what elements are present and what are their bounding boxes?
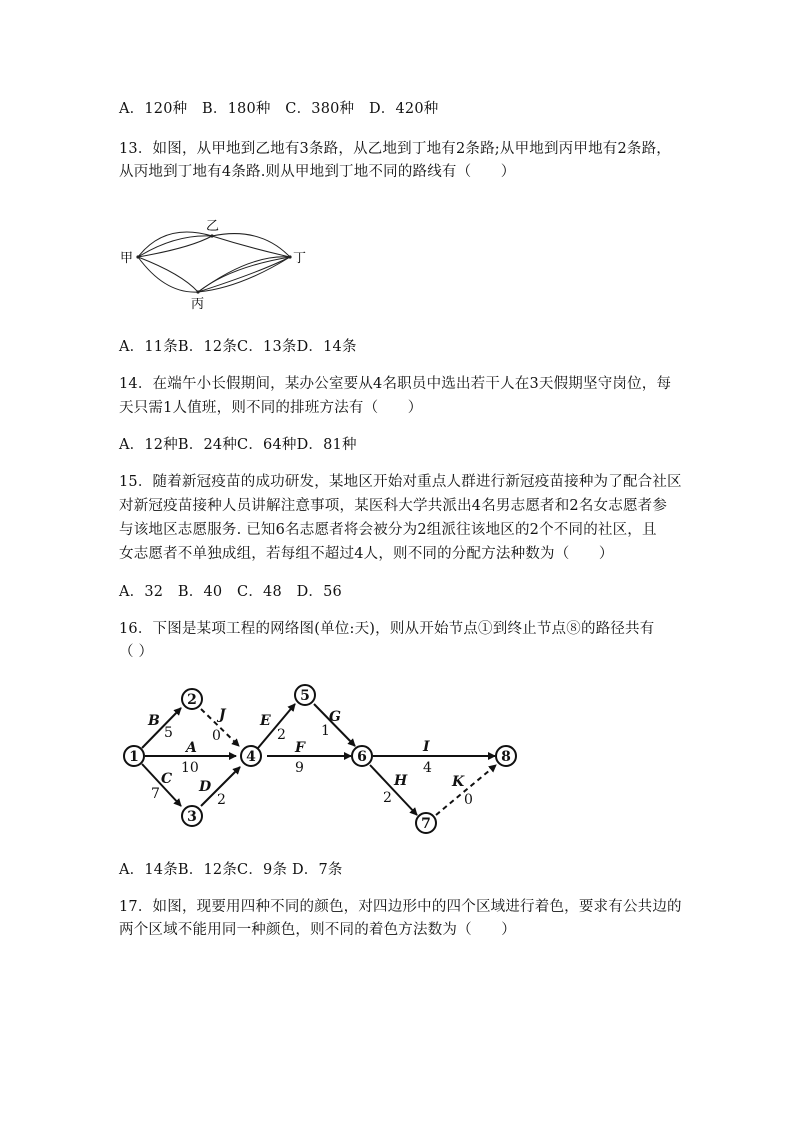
q15-text-line3: 与该地区志愿服务. 已知6名志愿者将会被分为2组派往该地区的2个不同的社区，且 [119,522,657,538]
road-c-d-4 [198,257,290,292]
place-label-b: 乙 [206,219,220,234]
q15-options: A．32 B．40 C．48 D．56 [119,584,342,600]
node-label-6: 6 [357,749,367,765]
road-a-b-2 [138,236,212,257]
edge-days-f: 9 [295,760,304,776]
edge-name-c: C [161,771,173,787]
q13-route-diagram [110,212,310,312]
edge-name-e: E [260,713,271,729]
q13-text-line1: 13．如图，从甲地到乙地有3条路，从乙地到丁地有2条路;从甲地到丙甲地有2条路， [119,141,672,157]
edge-days-h: 2 [383,790,392,806]
node-label-8: 8 [501,749,511,765]
road-a-b-3 [138,236,212,257]
place-label-a: 甲 [120,251,134,266]
edge-days-d: 2 [217,792,226,808]
edge-name-b: B [148,713,160,729]
place-label-c: 丙 [191,297,205,312]
node-label-5: 5 [300,688,310,704]
edge-name-k: K [452,774,465,790]
q14-options: A．12种B．24种C．64种D．81种 [119,437,357,453]
q13-options: A．11条B．12条C．13条D．14条 [119,339,357,355]
q15-text-line4: 女志愿者不单独成组，若每组不超过4人，则不同的分配方法种数为（ ） [119,546,614,562]
road-a-c-2 [138,257,198,292]
node-label-1: 1 [129,749,139,765]
q14-text-line1: 14．在端午小长假期间，某办公室要从4名职员中选出若干人在3天假期坚守岗位，每 [119,376,672,392]
edge-days-e: 2 [277,727,286,743]
road-c-d-1 [198,257,290,292]
road-b-d-1 [212,234,290,257]
edge-name-a: A [186,740,197,756]
edge-name-d: D [199,779,212,795]
place-label-d: 丁 [293,251,307,266]
q16-network-diagram [110,675,530,845]
road-a-c-1 [138,257,198,292]
q15-text-line2: 对新冠疫苗接种人员讲解注意事项，某医科大学共派出4名男志愿者和2名女志愿者参 [119,498,668,514]
node-label-7: 7 [421,816,431,832]
edge-name-j: J [219,707,226,723]
q16-text-line2: （ ） [119,644,154,660]
edge-days-i: 4 [423,760,432,776]
node-label-2: 2 [187,692,197,708]
edge-name-f: F [295,740,305,756]
edge-days-j: 0 [212,728,221,744]
q13-text-line2: 从丙地到丁地有4条路.则从甲地到丁地不同的路线有（ ） [119,164,516,180]
q16-text-line1: 16．下图是某项工程的网络图(单位:天)，则从开始节点①到终止节点⑧的路径共有 [119,621,655,637]
road-c-d-2 [198,257,290,292]
q12-options: A．120种 B．180种 C．380种 D．420种 [119,101,439,117]
q17-text-line1: 17．如图，现要用四种不同的颜色，对四边形中的四个区域进行着色，要求有公共边的 [119,899,682,915]
node-label-3: 3 [187,809,197,825]
edge-name-i: I [423,739,430,755]
edge-name-h: H [394,773,408,789]
q17-text-line2: 两个区域不能用同一种颜色，则不同的着色方法数为（ ） [119,922,516,938]
q15-text-line1: 15．随着新冠疫苗的成功研发，某地区开始对重点人群进行新冠疫苗接种为了配合社区 [119,474,682,490]
edge-days-a: 10 [181,760,199,776]
edge-days-k: 0 [464,792,473,808]
edge-days-b: 5 [164,725,173,741]
road-c-d-3 [198,257,290,292]
edge-days-g: 1 [321,723,330,739]
q14-text-line2: 天只需1人值班，则不同的排班方法有（ ） [119,400,423,416]
edge-days-c: 7 [151,786,160,802]
edge-name-g: G [329,709,341,725]
node-label-4: 4 [246,749,256,765]
q16-options: A．14条B．12条C．9条 D．7条 [119,862,343,878]
